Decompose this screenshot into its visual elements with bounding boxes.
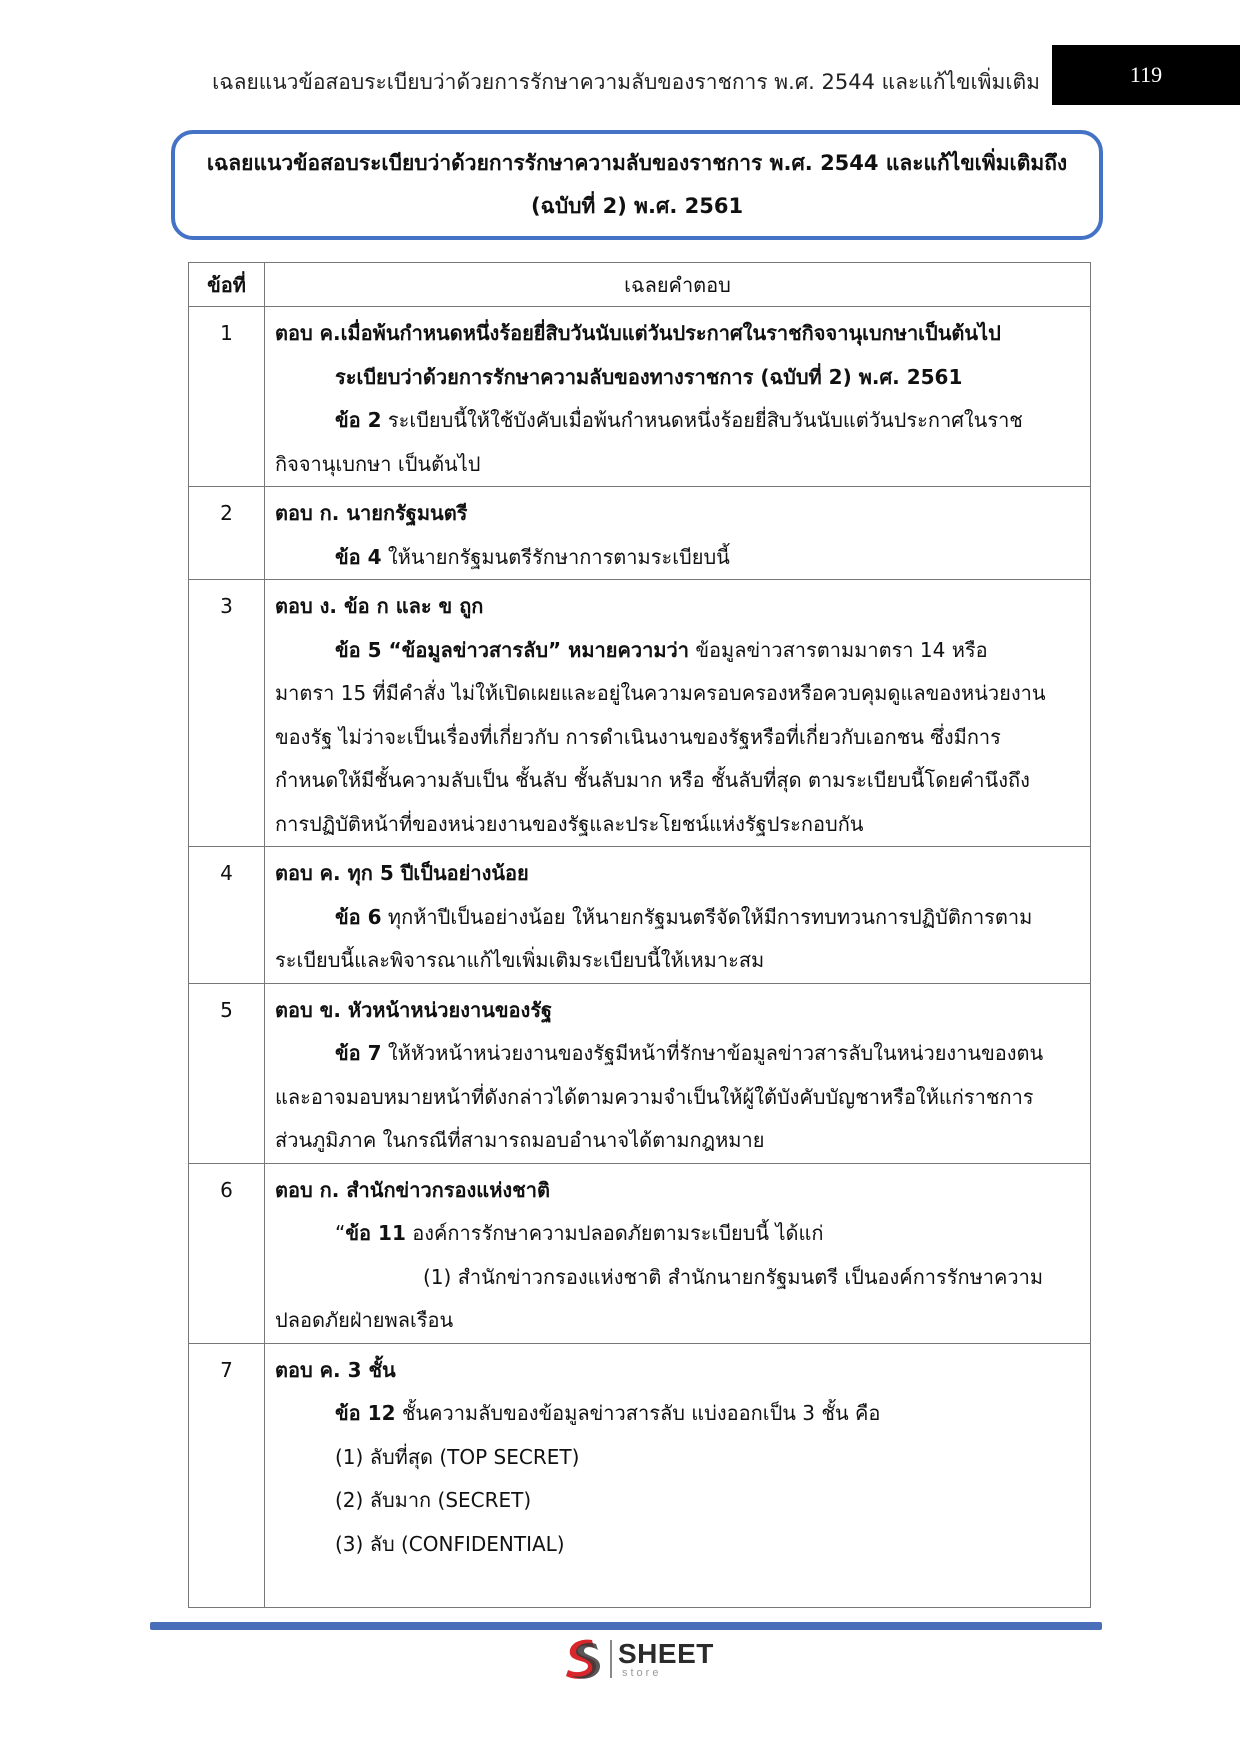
logo-subtext: store bbox=[622, 1666, 662, 1679]
clause-text: ส่วนภูมิภาค ในกรณีที่สามารถมอบอำนาจได้ตามกฎหมาย bbox=[275, 1128, 765, 1152]
answer-line: ตอบ ง. ข้อ ก และ ข ถูก bbox=[275, 594, 484, 618]
row-answer-cell bbox=[265, 847, 1091, 984]
column-header-answer: เฉลยคำตอบ bbox=[265, 263, 1091, 307]
row-number: 3 bbox=[189, 580, 265, 847]
row-number: 4 bbox=[189, 847, 265, 984]
answer-line: ตอบ ข. หัวหน้าหน่วยงานของรัฐ bbox=[275, 997, 553, 1022]
row-number: 5 bbox=[189, 983, 265, 1163]
regulation-title: ระเบียบว่าด้วยการรักษาความลับของทางราชการ (ฉบับที่ 2) พ.ศ. 2561 bbox=[335, 364, 963, 389]
page-number-box bbox=[1052, 45, 1240, 105]
clause-text: มาตรา 15 ที่มีคำสั่ง ไม่ให้เปิดเผยและอยู่ในความครอบครองหรือควบคุมดูแลของหน่วยงาน bbox=[275, 681, 1046, 705]
clause-text: กำหนดให้มีชั้นความลับเป็น ชั้นลับ ชั้นลับมาก หรือ ชั้นลับที่สุด ตามระเบียบนี้โดยคำนึงถึง bbox=[275, 768, 1030, 792]
footer-bar bbox=[150, 1622, 1102, 1630]
logo-text: SHEET bbox=[618, 1637, 714, 1669]
clause-line bbox=[275, 629, 1078, 673]
secrecy-level-item: (2) ลับมาก (SECRET) bbox=[335, 1488, 532, 1512]
table-row bbox=[189, 1343, 1091, 1607]
secrecy-level-item: (3) ลับ (CONFIDENTIAL) bbox=[335, 1531, 565, 1556]
clause-text: และอาจมอบหมายหน้าที่ดังกล่าวได้ตามความจำเป็นให้ผู้ใต้บังคับบัญชาหรือให้แก่ราชการ bbox=[275, 1084, 1034, 1109]
table-row bbox=[189, 1163, 1091, 1343]
quote-mark: “ bbox=[335, 1221, 346, 1245]
row-number: 1 bbox=[189, 307, 265, 487]
clause-label: ข้อ 7 bbox=[335, 1041, 382, 1065]
clause-line bbox=[275, 536, 1078, 580]
sheet-store-logo-icon bbox=[562, 1636, 606, 1682]
clause-line bbox=[275, 1392, 1078, 1436]
answer-line: ตอบ ก. สำนักข่าวกรองแห่งชาติ bbox=[275, 1177, 550, 1202]
sheet-store-logo bbox=[562, 1635, 714, 1683]
answer-table bbox=[188, 262, 1091, 1608]
clause-subitem: (1) สำนักข่าวกรองแห่งชาติ สำนักนายกรัฐมนตรี เป็นองค์การรักษาความ bbox=[423, 1264, 1044, 1289]
clause-line bbox=[275, 896, 1078, 940]
clause-label: ข้อ 11 bbox=[345, 1221, 406, 1245]
table-row bbox=[189, 580, 1091, 847]
row-number: 7 bbox=[189, 1343, 265, 1607]
clause-line bbox=[275, 1212, 1078, 1256]
title-line-1: เฉลยแนวข้อสอบระเบียบว่าด้วยการรักษาความลับของราชการ พ.ศ. 2544 และแก้ไขเพิ่มเติมถึง bbox=[206, 151, 1068, 175]
title-line-2: (ฉบับที่ 2) พ.ศ. 2561 bbox=[530, 194, 744, 218]
row-answer-cell bbox=[265, 487, 1091, 580]
clause-text: ปลอดภัยฝ่ายพลเรือน bbox=[275, 1308, 454, 1332]
answer-line: ตอบ ค.เมื่อพ้นกำหนดหนึ่งร้อยยี่สิบวันนับแต่วันประกาศในราชกิจจานุเบกษาเป็นต้นไป bbox=[275, 321, 1001, 345]
clause-text: ชั้นความลับของข้อมูลข่าวสารลับ แบ่งออกเป็น 3 ชั้น คือ bbox=[395, 1401, 881, 1425]
clause-text: การปฏิบัติหน้าที่ของหน่วยงานของรัฐและประโยชน์แห่งรัฐประกอบกัน bbox=[275, 811, 864, 836]
table-row bbox=[189, 487, 1091, 580]
answer-line: ตอบ ค. ทุก 5 ปีเป็นอย่างน้อย bbox=[275, 861, 529, 885]
clause-label: ข้อ 6 bbox=[335, 904, 382, 929]
page-number: 119 bbox=[1129, 62, 1163, 87]
clause-label: ข้อ 4 bbox=[335, 544, 382, 569]
row-answer-cell bbox=[265, 580, 1091, 847]
clause-text: ข้อมูลข่าวสารตามมาตรา 14 หรือ bbox=[688, 637, 988, 662]
clause-text: ระเบียบนี้ให้ใช้บังคับเมื่อพ้นกำหนดหนึ่งร้อยยี่สิบวันนับแต่วันประกาศในราช bbox=[381, 408, 1023, 432]
logo-wordmark bbox=[618, 1637, 714, 1679]
logo-separator bbox=[610, 1640, 612, 1678]
table-header-row bbox=[189, 263, 1091, 307]
clause-text: กิจจานุเบกษา เป็นต้นไป bbox=[275, 451, 481, 476]
clause-text: องค์การรักษาความปลอดภัยตามระเบียบนี้ ได้แก่ bbox=[405, 1221, 824, 1245]
running-header: เฉลยแนวข้อสอบระเบียบว่าด้วยการรักษาความลับของราชการ พ.ศ. 2544 และแก้ไขเพิ่มเติม bbox=[212, 70, 1040, 94]
clause-label: ข้อ 12 bbox=[335, 1401, 396, 1425]
answer-line: ตอบ ค. 3 ชั้น bbox=[275, 1357, 396, 1382]
clause-text: ของรัฐ ไม่ว่าจะเป็นเรื่องที่เกี่ยวกับ การดำเนินงานของรัฐหรือที่เกี่ยวกับเอกชน ซึ่งมีการ bbox=[275, 724, 1001, 749]
clause-text: ทุกห้าปีเป็นอย่างน้อย ให้นายกรัฐมนตรีจัดให้มีการทบทวนการปฏิบัติการตาม bbox=[381, 904, 1033, 929]
row-answer-cell bbox=[265, 1163, 1091, 1343]
table-row bbox=[189, 983, 1091, 1163]
row-answer-cell bbox=[265, 983, 1091, 1163]
title-box bbox=[171, 130, 1103, 240]
answer-line: ตอบ ก. นายกรัฐมนตรี bbox=[275, 501, 468, 525]
row-number: 6 bbox=[189, 1163, 265, 1343]
table-row bbox=[189, 307, 1091, 487]
clause-text: ระเบียบนี้และพิจารณาแก้ไขเพิ่มเติมระเบียบนี้ให้เหมาะสม bbox=[275, 948, 765, 972]
clause-label: ข้อ 5 “ข้อมูลข่าวสารลับ” หมายความว่า bbox=[335, 637, 689, 662]
row-answer-cell bbox=[265, 307, 1091, 487]
clause-text: ให้หัวหน้าหน่วยงานของรัฐมีหน้าที่รักษาข้อมูลข่าวสารลับในหน่วยงานของตน bbox=[381, 1041, 1044, 1065]
clause-label: ข้อ 2 bbox=[335, 408, 382, 432]
row-number: 2 bbox=[189, 487, 265, 580]
row-answer-cell bbox=[265, 1343, 1091, 1607]
clause-line bbox=[275, 399, 1078, 443]
table-row bbox=[189, 847, 1091, 984]
clause-text: ให้นายกรัฐมนตรีรักษาการตามระเบียบนี้ bbox=[381, 544, 730, 569]
column-header-no: ข้อที่ bbox=[189, 263, 265, 307]
clause-line bbox=[275, 1032, 1078, 1076]
secrecy-level-item: (1) ลับที่สุด (TOP SECRET) bbox=[335, 1444, 580, 1469]
